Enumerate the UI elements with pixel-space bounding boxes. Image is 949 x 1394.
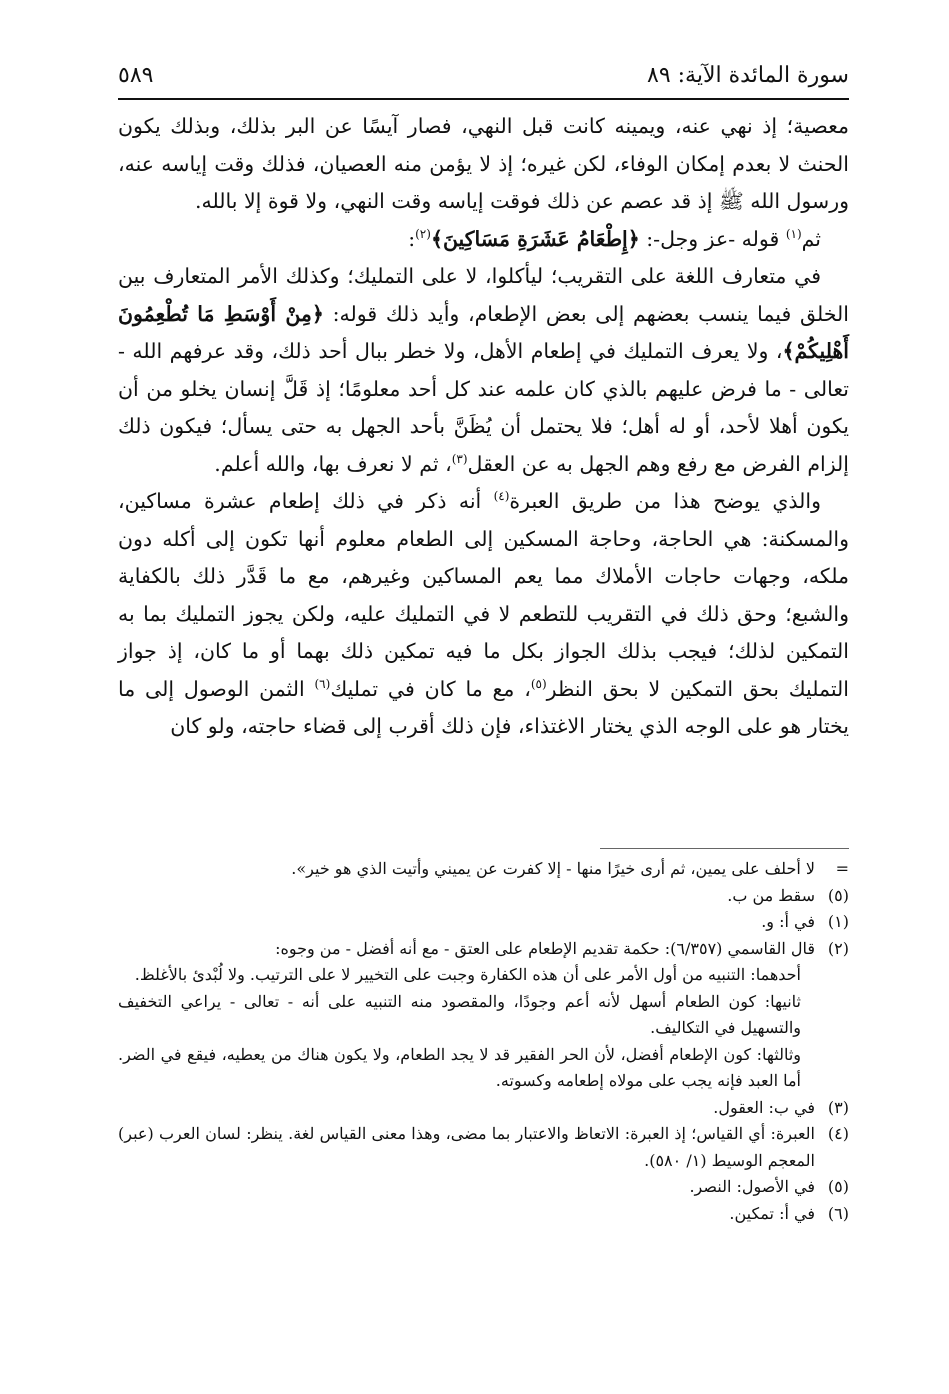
running-header: [118, 52, 849, 98]
text-run: في متعارف اللغة على التقريب؛ ليأكلوا، لا على التمليك؛ وكذلك الأمر المتعارف بين الخلق فيما ينسب بعضهم إلى بعض الإطعام، وأيد ذلك قوله:: [118, 264, 849, 326]
footnote-ref-1: (١): [785, 226, 802, 241]
footnotes-divider: [600, 848, 849, 849]
footnote-number: [815, 989, 849, 1042]
footnote-text: لا أحلف على يمين، ثم أرى خيرًا منها - إلا كفرت عن يميني وأتيت الذي هو خير».: [291, 859, 815, 878]
text-run: الثمن الوصول إلى ما يختار هو على الوجه الذي يختار الاغتذاء، فإن ذلك أقرب إلى قضاء حاجته، ولو كان: [118, 676, 849, 738]
footnote-number: (٢): [827, 938, 849, 958]
footnote-text: العبرة: أي القياس؛ إذ العبرة: الاتعاظ والاعتبار بما مضى، وهذا معنى القياس لغة. ينظر: لسان العرب (عبر) المعجم الوسيط (١/ ٥٨٠).: [118, 1124, 815, 1170]
footnote: [118, 936, 849, 963]
quran-verse: ﴿إِطْعَامُ عَشَرَةِ مَسَاكِينَ﴾: [430, 226, 640, 251]
paragraph-3: [118, 258, 849, 483]
footnote-text: في أ: و.: [761, 912, 815, 931]
text-run: :: [408, 226, 416, 251]
footnote: [118, 1095, 849, 1122]
paragraph-4: [118, 483, 849, 746]
header-divider: [118, 98, 849, 100]
page-number: ٥٨٩: [118, 62, 154, 88]
footnote-text: في الأصول: النصر.: [689, 1177, 815, 1196]
footnote-text: وثالثها: كون الإطعام أفضل، لأن الحر الفقير قد لا يجد الطعام، ولا يكون هناك من يعطيه، فيقع في الضر. أما العبد فإنه يجب على مولاه إطعامه وكسوته.: [118, 1044, 801, 1090]
footnote-text: في أ: تمكين.: [729, 1203, 815, 1223]
footnote-text: أحدهما: التنبيه من أول الأمر على أن هذه الكفارة وجبت على التخيير لا على الترتيب. ولا لُبْدئ بالأغلظ.: [134, 965, 801, 984]
footnote: [118, 909, 849, 936]
quran-verse: ﴿مِنْ أَوْسَطِ مَا تُطْعِمُونَ أَهْلِيكُمْ﴾: [118, 301, 849, 363]
footnote-number: (٥): [827, 1177, 849, 1196]
footnotes: [118, 856, 849, 1227]
footnote-ref-6: (٦): [314, 676, 331, 691]
footnote-number: [815, 1042, 849, 1095]
footnote-ref-2: (٢): [415, 226, 431, 241]
text-run: أنه ذكر في ذلك إطعام عشرة مساكين، والمسكنة: هي الحاجة، وحاجة المسكين إلى الطعام معلوم أنها تكون إلى أكله دون ملكه، وجهات حاجات الأملاك مما يعم المساكين وغيرهم، مع ما قَدَّر ذلك بالكفاية والشبع؛ وحق ذلك في التقريب للتطعم لا في التمليك عليه، ولكن يجوز التمليك بما به التمكين لذلك؛ فيجب بذلك الجواز بكل ما فيه تمكين ذلك بهما أو ما كان، إذ جواز التمليك بحق التمكين لا بحق النظر: [118, 489, 849, 701]
footnote-ref-4: (٤): [493, 489, 510, 504]
paragraph-1: معصية؛ إذ نهي عنه، ويمينه كانت قبل النهي، فصار آيسًا عن البر بذلك، وبذلك يكون الحنث لا بعدم إمكان الوفاء، لكن غيره؛ إذ لا يؤمن منه العصيان، فذلك وقت إياسه عنه، ورسول الله ﷺ إذ قد عصم عن ذلك فوقت إياسه وقت النهي، ولا قوة إلا بالله.: [118, 114, 849, 213]
surah-heading: سورة المائدة الآية: ٨٩: [647, 62, 849, 88]
footnote-number: =: [835, 859, 849, 878]
footnote-continuation: [118, 962, 849, 989]
text-run: ، مع ما كان في تمليك: [330, 676, 531, 701]
footnote-number: (١): [827, 912, 849, 931]
footnote-number: (٥): [827, 885, 849, 905]
footnote-text: قال القاسمي (٦/٣٥٧): حكمة تقديم الإطعام على العتق - مع أنه أفضل - من وجوه:: [275, 938, 815, 958]
footnote: [118, 1121, 849, 1174]
text-run: قوله -عز وجل-:: [639, 226, 786, 251]
footnote-text: سقط من ب.: [727, 885, 815, 905]
text-run: ، ثم لا نعرف بها، والله أعلم.: [214, 451, 452, 476]
footnote-continuation: [118, 989, 849, 1042]
footnote-text: في ب: العقول.: [713, 1097, 815, 1117]
footnote-ref-3: (٣): [451, 451, 468, 466]
footnote: [118, 856, 849, 883]
main-text: [118, 108, 849, 746]
footnote-number: (٤): [827, 1124, 849, 1143]
footnote-ref-5: (٥): [530, 676, 547, 691]
footnote-number: [815, 962, 849, 989]
text-run: والذي يوضح هذا من طريق العبرة: [509, 489, 821, 513]
footnote-continuation: [118, 1042, 849, 1095]
paragraph-2: [118, 221, 849, 259]
footnote-number: (٣): [827, 1097, 849, 1117]
footnote-text: ثانيها: كون الطعام أسهل لأنه أعم وجودًا، والمقصود منه التنبيه على أنه - تعالى - يراعي التخفيف والتسهيل في التكاليف.: [118, 991, 801, 1037]
text-run: ، ولا يعرف التمليك في إطعام الأهل، ولا خطر ببال أحد ذلك، وقد عرفهم الله - تعالى - ما فرض عليهم بالذي كان علمه عند كل أحد معلومًا؛ إذ قَلَّ إنسان يخلو من أن يكون أهلا لأحد، أو له أهل؛ فلا يحتمل أن يُظَنَّ بأحد الجهل به حتى يسأل؛ فيكون ذلك إلزام الفرض مع رفع وهم الجهل به عن العقل: [118, 339, 849, 476]
text-run: ثم: [801, 226, 821, 251]
footnote-number: (٦): [827, 1203, 849, 1223]
footnote: [118, 883, 849, 910]
footnote: [118, 1201, 849, 1228]
footnote: [118, 1174, 849, 1201]
